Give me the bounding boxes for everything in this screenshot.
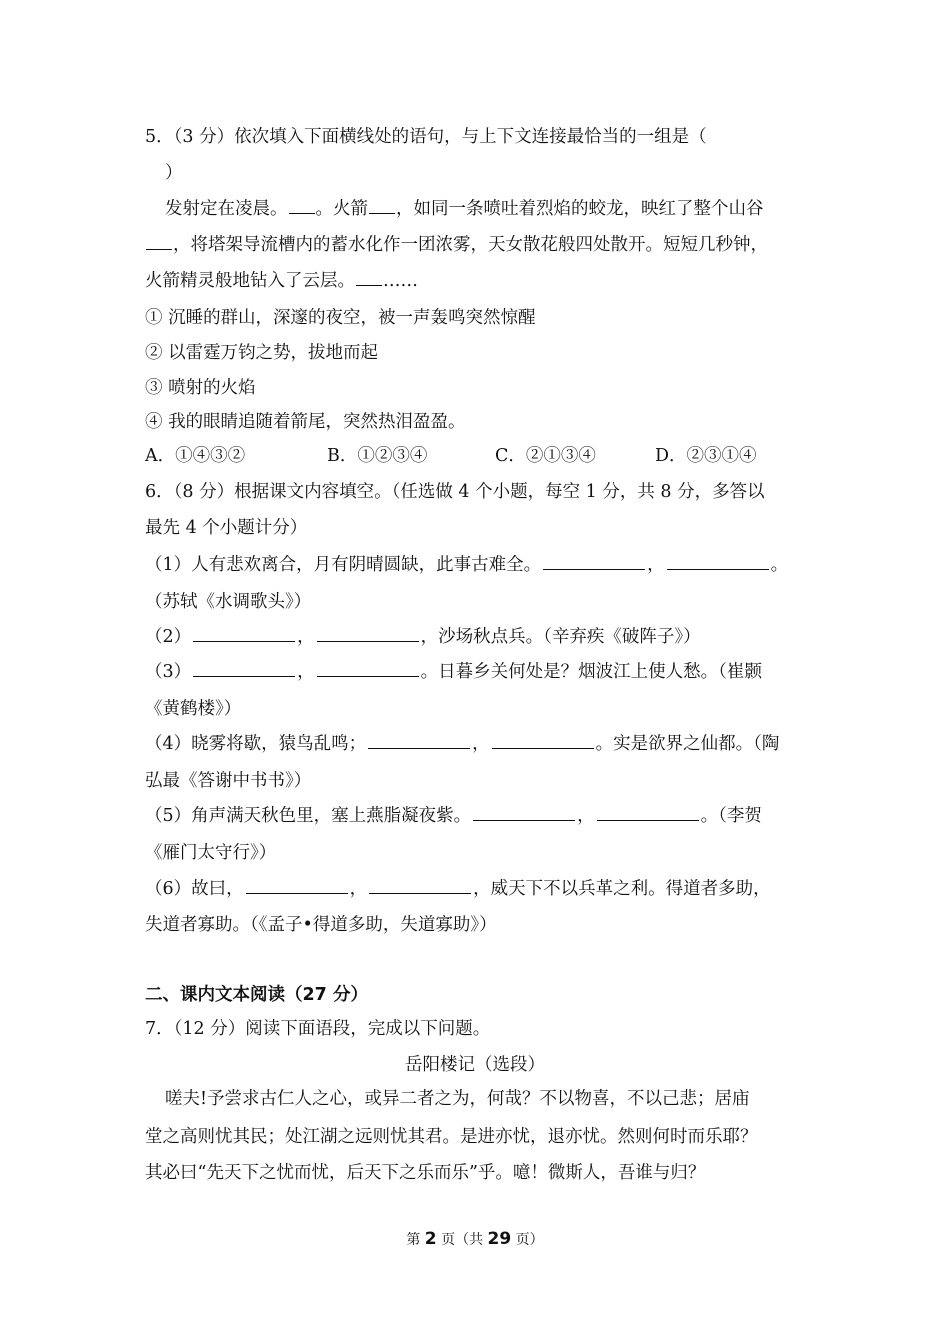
q5-item-4: ④ 我的眼睛追随着箭尾，突然热泪盈盈。 <box>145 412 466 432</box>
q5-text: ，如同一条喷吐着烈焰的蛟龙，映红了整个山谷 <box>396 199 764 219</box>
q6-blank[interactable] <box>193 660 295 677</box>
q6-sub3 <box>145 660 762 684</box>
q6-text: （5）角声满天秋色里，塞上燕脂凝夜紫。 <box>145 806 472 826</box>
q6-sub2 <box>145 625 701 649</box>
q6-text: ， <box>647 555 665 575</box>
q5-item-1: ① 沉睡的群山，深邃的夜空，被一声轰鸣突然惊醒 <box>145 308 536 328</box>
q6-text: （2） <box>145 627 192 647</box>
q6-blank[interactable] <box>473 804 575 821</box>
q5-item-3: ③ 喷射的火焰 <box>145 378 256 398</box>
q6-text: ， <box>297 627 315 647</box>
q6-stem-line1: 6．（8 分）根据课文内容填空。（任选做 4 个小题，每空 1 分，共 8 分，多答以 <box>145 482 765 502</box>
q5-option-d[interactable]: D．②③①④ <box>655 446 757 466</box>
q6-text: 。实是欲界之仙都。（陶 <box>595 734 780 754</box>
q6-text: ，威天下不以兵革之利。得道者多助， <box>473 879 771 899</box>
passage-line-1: 嗟夫!予尝求古仁人之心，或异二者之为，何哉？不以物喜，不以己悲；居庙 <box>165 1089 750 1109</box>
q6-text: ， <box>349 879 368 899</box>
q6-text: ， <box>577 806 595 826</box>
q6-sub6 <box>145 877 771 901</box>
q6-text: 。日暮乡关何处是？烟波江上使人愁。（崔颢 <box>420 662 762 682</box>
q5-text: …… <box>383 271 418 291</box>
q6-text: ，沙场秋点兵。（辛弃疾《破阵子》） <box>420 627 701 647</box>
q5-blank-4[interactable] <box>356 269 382 286</box>
q6-text: （4）晓雾将歇，猿鸟乱鸣； <box>145 734 367 754</box>
q6-sub5 <box>145 804 762 828</box>
section-heading: 二、课内文本阅读（27 分） <box>145 985 368 1005</box>
q6-blank[interactable] <box>667 553 769 570</box>
q6-text: ， <box>472 734 490 754</box>
q6-text: （6）故曰， <box>145 879 244 899</box>
q5-passage-line3 <box>145 269 418 293</box>
passage-title: 岳阳楼记（选段） <box>405 1055 545 1075</box>
passage-line-2: 堂之高则忧其民；处江湖之远则忧其君。是进亦忧，退亦忧。然则何时而乐耶？ <box>145 1127 758 1147</box>
q6-blank[interactable] <box>543 553 645 570</box>
q5-text: ，将塔架导流槽内的蓄水化作一团浓雾，天女散花般四处散开。短短几秒钟， <box>173 235 768 255</box>
q5-text: 。火箭 <box>315 199 368 219</box>
q5-text: 火箭精灵般地钻入了云层。 <box>145 271 355 291</box>
q5-option-a[interactable]: A．①④③② <box>145 446 246 466</box>
footer-text: 页） <box>515 1232 544 1248</box>
q6-blank[interactable] <box>317 625 419 642</box>
q6-blank[interactable] <box>193 625 295 642</box>
q5-stem-line1: 5．（3 分）依次填入下面横线处的语句，与上下文连接最恰当的一组是（ <box>145 127 707 147</box>
q6-blank[interactable] <box>317 660 419 677</box>
q6-sub6-line2: 失道者寡助。（《孟子•得道多助，失道寡助》） <box>145 915 497 935</box>
page-total: 29 <box>487 1229 512 1249</box>
q6-blank[interactable] <box>369 877 471 894</box>
passage-line-3: 其必曰“先天下之忧而忧，后天下之乐而乐”乎。噫！微斯人，吾谁与归？ <box>145 1163 706 1183</box>
q6-text: 。（李贺 <box>700 806 762 826</box>
q5-item-2: ② 以雷霆万钧之势，拔地而起 <box>145 343 379 363</box>
page-number: 2 <box>424 1229 437 1249</box>
q6-blank[interactable] <box>492 732 594 749</box>
q6-text: （1）人有悲欢离合，月有阴晴圆缺，此事古难全。 <box>145 555 542 575</box>
q6-blank[interactable] <box>597 804 699 821</box>
q6-text: ， <box>297 662 315 682</box>
q6-sub1-source: （苏轼《水调歌头》） <box>145 592 312 612</box>
footer-text: 页（共 <box>441 1232 484 1248</box>
q5-text: 发射定在凌晨。 <box>165 199 288 219</box>
q7-stem: 7．（12 分）阅读下面语段，完成以下问题。 <box>145 1019 491 1039</box>
q6-blank[interactable] <box>246 877 348 894</box>
q5-option-b[interactable]: B．①②③④ <box>327 446 428 466</box>
q6-sub1 <box>145 553 788 577</box>
q6-text: 。 <box>770 555 789 575</box>
q6-stem-line2: 最先 4 个小题计分） <box>145 518 308 538</box>
q5-blank-3[interactable] <box>146 233 172 250</box>
q5-blank-1[interactable] <box>289 197 315 214</box>
q5-stem-line2: ） <box>165 163 183 183</box>
q5-blank-2[interactable] <box>369 197 395 214</box>
q6-text: （3） <box>145 662 192 682</box>
q6-sub3-source: 《黄鹤楼》） <box>145 699 242 719</box>
footer-text: 第 <box>406 1232 421 1248</box>
q6-sub4 <box>145 732 779 756</box>
q6-sub4-source: 弘最《答谢中书书》） <box>145 771 312 791</box>
q5-passage-line2 <box>145 233 768 257</box>
q5-passage-line1 <box>165 197 764 221</box>
q6-sub5-source: 《雁门太守行》） <box>145 843 277 863</box>
page-footer <box>0 1227 950 1252</box>
q5-option-c[interactable]: C．②①③④ <box>495 446 596 466</box>
q6-blank[interactable] <box>368 732 470 749</box>
